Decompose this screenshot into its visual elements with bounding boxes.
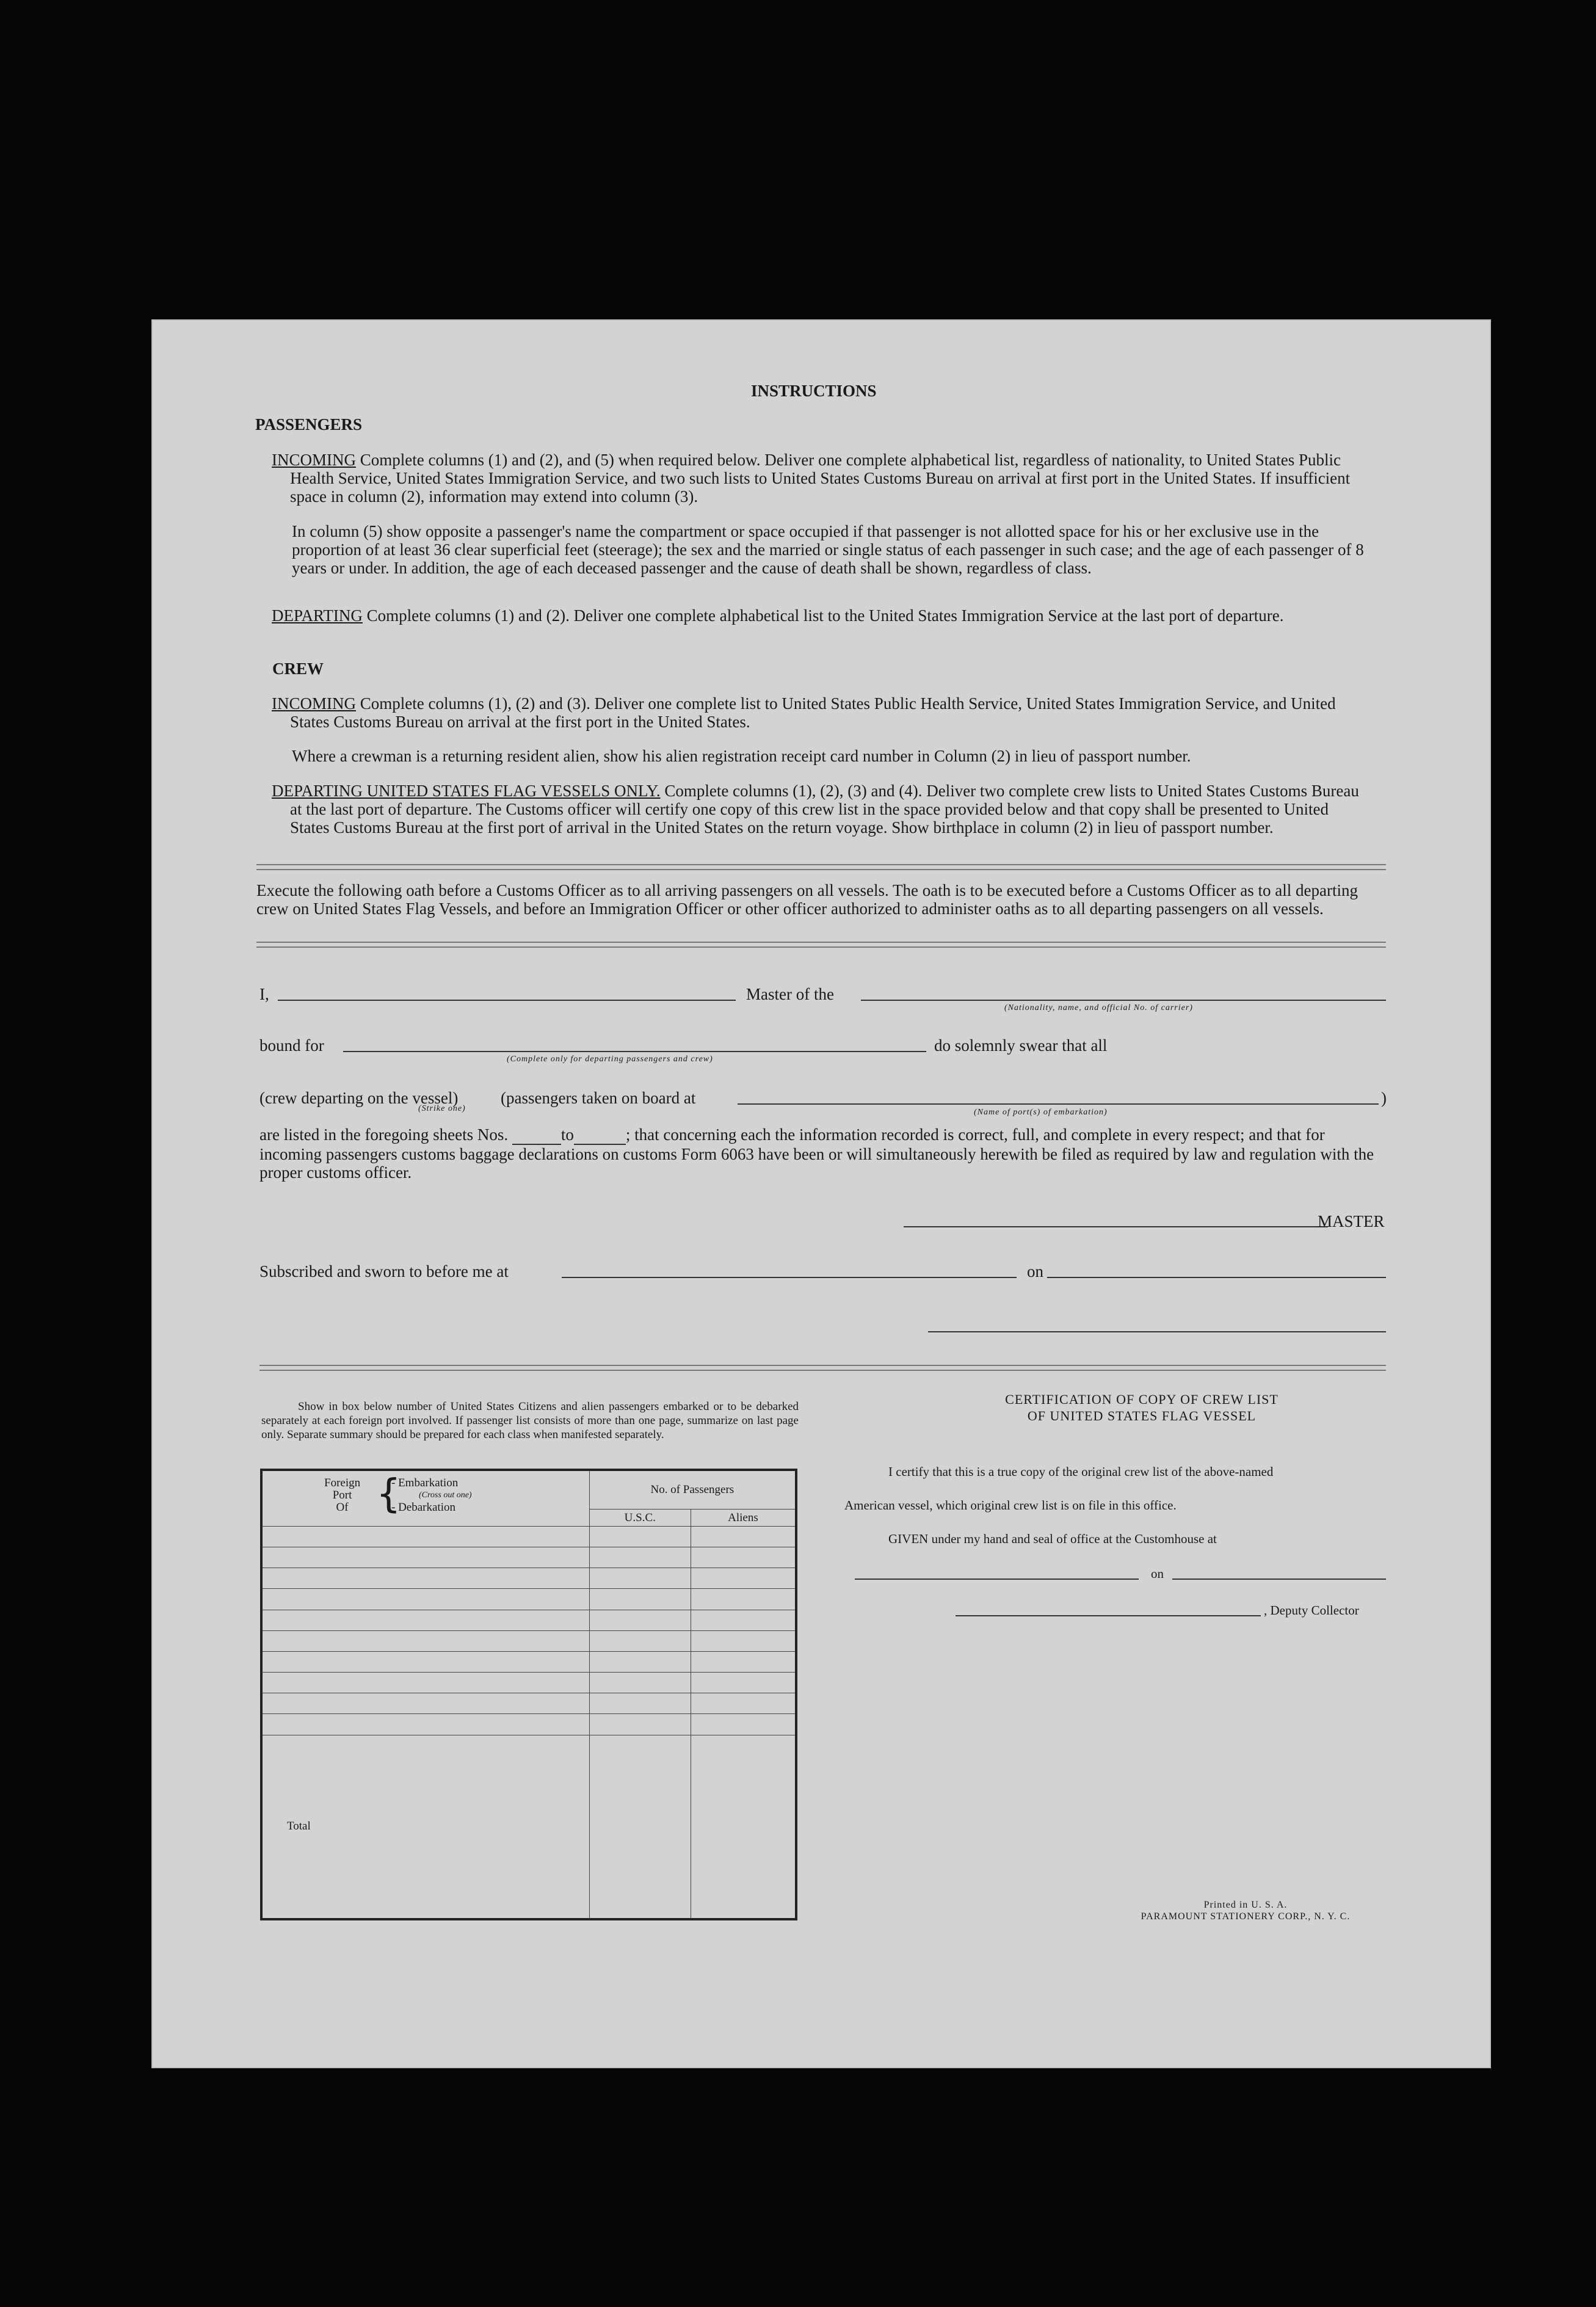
- usc-cell[interactable]: [589, 1651, 691, 1672]
- port-cell[interactable]: [261, 1651, 589, 1672]
- usc-cell[interactable]: [589, 1673, 691, 1693]
- aliens-cell[interactable]: [691, 1568, 796, 1589]
- crew-heading: CREW: [272, 659, 324, 678]
- usc-cell[interactable]: [589, 1714, 691, 1735]
- port-cell[interactable]: [261, 1693, 589, 1714]
- master-name-line[interactable]: [278, 1000, 736, 1001]
- printed-in-label: Printed in U. S. A.: [1203, 1900, 1288, 1910]
- usc-cell[interactable]: [589, 1568, 691, 1589]
- usc-cell[interactable]: [589, 1630, 691, 1651]
- flag-vessels-paragraph: [272, 782, 1365, 837]
- port-cell[interactable]: [261, 1630, 589, 1651]
- crew-incoming-paragraph: [272, 694, 1365, 731]
- do-solemnly-label: do solemnly swear that all: [934, 1036, 1108, 1055]
- usc-cell[interactable]: [589, 1693, 691, 1714]
- total-row: [261, 1735, 796, 1919]
- customhouse-line[interactable]: [855, 1579, 1139, 1580]
- certification-line1: I certify that this is a true copy of the original crew list of the above-named: [888, 1464, 1274, 1479]
- deputy-collector-label: , Deputy Collector: [1264, 1603, 1359, 1618]
- bound-for-line[interactable]: [343, 1051, 926, 1052]
- passengers-departing-paragraph: [272, 606, 1365, 625]
- passenger-summary-table: [260, 1469, 797, 1920]
- brace-icon: {: [376, 1472, 401, 1517]
- master-signature-line[interactable]: [904, 1226, 1328, 1227]
- vessel-line[interactable]: [861, 1000, 1386, 1001]
- sheets-to-line[interactable]: [574, 1125, 626, 1145]
- printer-imprint: [1093, 1899, 1398, 1922]
- column5-paragraph: In column (5) show opposite a passenger's name the compartment or space occupied if that passenger is not allotted space for his or her exclusive use in the proportion of at least 36 clear superficial feet (steerage); the sex and the married or single status of each passenger in such case; and the age of each passenger of 8 years or under. In addition, the age of each deceased passenger and the cause of death shall be shown, regardless of class.: [292, 522, 1364, 577]
- subscribed-on-label: on: [1027, 1262, 1043, 1281]
- listed-to: to: [560, 1125, 574, 1144]
- port-cell[interactable]: [261, 1610, 589, 1630]
- aliens-cell[interactable]: [691, 1630, 796, 1651]
- document-page: [153, 321, 1490, 2067]
- table-row: [261, 1693, 796, 1714]
- divider: [256, 864, 1386, 870]
- flag-vessels-label: DEPARTING UNITED STATES FLAG VESSELS ONLY.: [272, 782, 661, 800]
- incoming-label: INCOMING: [272, 451, 356, 469]
- oath-i-label: I,: [259, 985, 269, 1003]
- divider: [259, 1365, 1386, 1371]
- ports-line[interactable]: [738, 1103, 1379, 1105]
- crew-incoming-label: INCOMING: [272, 694, 356, 713]
- no-of-passengers-header: No. of Passengers: [589, 1470, 796, 1510]
- table-row: [261, 1547, 796, 1568]
- sheets-from-line[interactable]: [512, 1125, 561, 1145]
- subscribed-place-line[interactable]: [562, 1277, 1017, 1278]
- nationality-caption: (Nationality, name, and official No. of carrier): [1004, 1003, 1193, 1012]
- certification-title: [959, 1391, 1325, 1424]
- certification-date-line[interactable]: [1172, 1579, 1386, 1580]
- of-label: Of: [336, 1501, 349, 1514]
- bound-for-label: bound for: [259, 1036, 324, 1055]
- master-of-the-label: Master of the: [746, 985, 834, 1003]
- instructions-title: INSTRUCTIONS: [751, 382, 877, 400]
- flag-vessels-text: Complete columns (1), (2), (3) and (4). Deliver two complete crew lists to United States Customs Bureau at the last port of departure. The Customs officer will certify one copy of this crew list in the space provided below and that copy shall be presented to United States Customs Bureau at the first port of arrival in the United States on the return voyage. Show birthplace in column (2) in lieu of passport number.: [290, 782, 1359, 837]
- certification-on-label: on: [1151, 1566, 1164, 1581]
- aliens-cell[interactable]: [691, 1589, 796, 1610]
- complete-only-caption: (Complete only for departing passengers and crew): [507, 1055, 713, 1064]
- port-cell[interactable]: [261, 1673, 589, 1693]
- aliens-cell[interactable]: [691, 1714, 796, 1735]
- passengers-taken-option: (passengers taken on board at: [501, 1089, 696, 1107]
- aliens-header: Aliens: [691, 1510, 796, 1527]
- debarkation-option: - Debarkation: [391, 1501, 455, 1514]
- departing-label: DEPARTING: [272, 606, 363, 625]
- usc-cell[interactable]: [589, 1589, 691, 1610]
- port-cell[interactable]: [261, 1589, 589, 1610]
- certification-line2: American vessel, which original crew list is on file in this office.: [844, 1498, 1177, 1513]
- cross-out-caption: (Cross out one): [419, 1491, 472, 1500]
- usc-header: U.S.C.: [589, 1510, 691, 1527]
- aliens-cell[interactable]: [691, 1651, 796, 1672]
- divider: [256, 942, 1386, 948]
- passengers-heading: PASSENGERS: [255, 415, 363, 434]
- usc-cell[interactable]: [589, 1547, 691, 1568]
- oath-intro: Execute the following oath before a Customs Officer as to all arriving passengers on all vessels. The oath is to be executed before a Customs Officer as to all departing crew on United States Flag Vessels, and before an Immigration Officer or other officer authorized to administer oaths as to all departing passengers on all vessels.: [256, 881, 1358, 918]
- table-row: [261, 1610, 796, 1630]
- aliens-cell[interactable]: [691, 1693, 796, 1714]
- strike-one-caption: (Strike one): [418, 1104, 466, 1113]
- port-label: Port: [332, 1489, 352, 1502]
- foreign-label: Foreign: [324, 1477, 361, 1489]
- port-cell[interactable]: [261, 1527, 589, 1547]
- aliens-cell[interactable]: [691, 1527, 796, 1547]
- listed-text-1: are listed in the foregoing sheets Nos.: [259, 1125, 509, 1144]
- close-paren: ): [1381, 1089, 1387, 1107]
- summary-note: Show in box below number of United States Citizens and alien passengers embarked or to be debarked separately at each foreign port involved. If passenger list consists of more than one page, summarize on last page only. Separate summary should be prepared for each class when manifested separately.: [261, 1400, 799, 1441]
- certification-line3: GIVEN under my hand and seal of office at the Customhouse at: [888, 1531, 1217, 1546]
- listed-sheets-paragraph: [259, 1125, 1389, 1182]
- departing-text: Complete columns (1) and (2). Deliver one complete alphabetical list to the United States Immigration Service at the last port of departure.: [366, 606, 1284, 625]
- crewman-paragraph: Where a crewman is a returning resident alien, show his alien registration receipt card number in Column (2) in lieu of passport number.: [292, 747, 1191, 765]
- officer-signature-line[interactable]: [928, 1331, 1386, 1332]
- table-row: [261, 1630, 796, 1651]
- certification-title-line1: CERTIFICATION OF COPY OF CREW LIST: [1005, 1392, 1279, 1407]
- port-cell[interactable]: [261, 1714, 589, 1735]
- aliens-cell[interactable]: [691, 1547, 796, 1568]
- aliens-cell[interactable]: [691, 1610, 796, 1630]
- port-cell[interactable]: [261, 1568, 589, 1589]
- table-row: [261, 1651, 796, 1672]
- total-label: Total: [261, 1735, 589, 1919]
- ports-caption: (Name of port(s) of embarkation): [974, 1108, 1108, 1117]
- deputy-signature-line[interactable]: [956, 1615, 1261, 1616]
- table-row: [261, 1568, 796, 1589]
- subscribed-date-line[interactable]: [1047, 1277, 1386, 1278]
- usc-cell[interactable]: [589, 1527, 691, 1547]
- crew-incoming-text: Complete columns (1), (2) and (3). Deliver one complete list to United States Public Health Service, United States Immigration Service, and United States Customs Bureau on arrival at the first port in the United States.: [290, 694, 1336, 731]
- passengers-incoming-paragraph: [272, 451, 1365, 506]
- certification-title-line2: OF UNITED STATES FLAG VESSEL: [1027, 1408, 1257, 1423]
- subscribed-label: Subscribed and sworn to before me at: [259, 1262, 509, 1281]
- aliens-total-cell[interactable]: [691, 1735, 796, 1919]
- printer-corp-label: PARAMOUNT STATIONERY CORP., N. Y. C.: [1141, 1911, 1351, 1922]
- table-row: [261, 1589, 796, 1610]
- aliens-cell[interactable]: [691, 1673, 796, 1693]
- listed-text-2: ; that concerning each the information recorded is correct, full, and complete in every respect; and that for incoming passengers customs baggage declarations on customs Form 6063 have been or will simultaneously herewith be filed as required by law and regulation with the proper customs officer.: [259, 1125, 1374, 1182]
- table-row: [261, 1714, 796, 1735]
- embarkation-option: - Embarkation: [391, 1477, 459, 1489]
- port-cell[interactable]: [261, 1547, 589, 1568]
- port-header-cell: [261, 1470, 589, 1527]
- incoming-text: Complete columns (1) and (2), and (5) when required below. Deliver one complete alphabetical list, regardless of nationality, to United States Public Health Service, United States Immigration Service, and two such lists to United States Customs Bureau on arrival at first port in the United States. If insufficient space in column (2), information may extend into column (3).: [290, 451, 1351, 506]
- master-label: MASTER: [1318, 1212, 1385, 1230]
- crew-departing-option: (crew departing on the vessel): [259, 1089, 459, 1107]
- table-row: [261, 1673, 796, 1693]
- usc-cell[interactable]: [589, 1610, 691, 1630]
- table-row: [261, 1527, 796, 1547]
- usc-total-cell[interactable]: [589, 1735, 691, 1919]
